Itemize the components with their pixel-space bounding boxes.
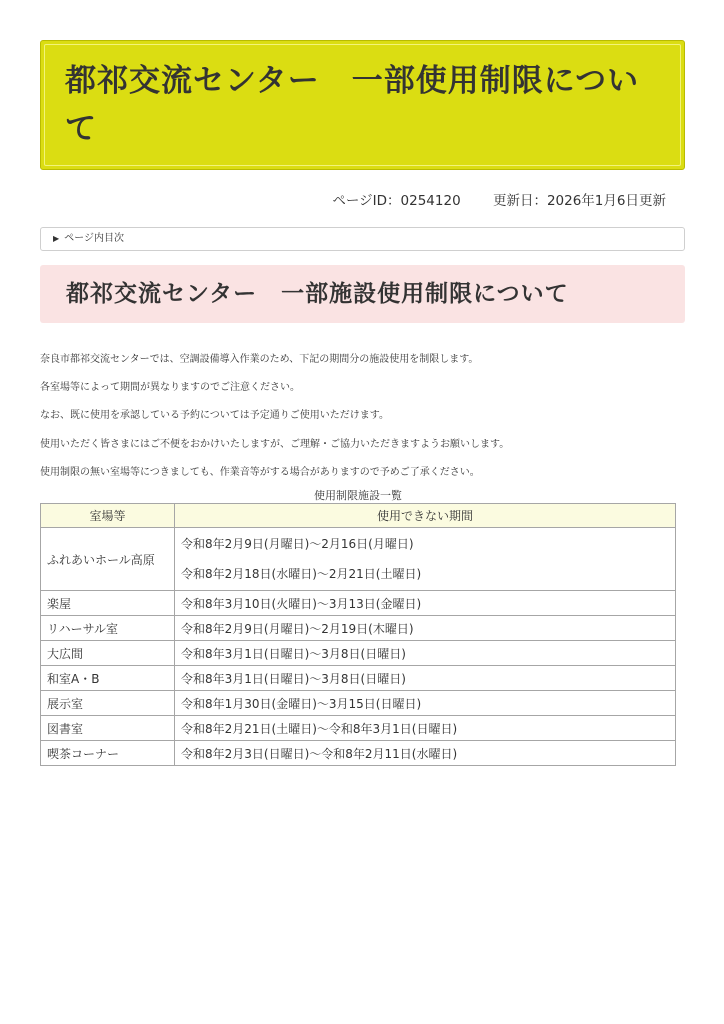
period-cell: 令和8年3月1日(日曜日)～3月8日(日曜日) bbox=[175, 641, 676, 666]
table-row bbox=[41, 528, 676, 591]
table-row bbox=[41, 666, 676, 691]
place-cell: 和室A・B bbox=[41, 666, 175, 691]
period-cell bbox=[175, 528, 676, 591]
paragraph: 各室場等によって期間が異なりますのでご注意ください。 bbox=[40, 382, 300, 393]
updated-date: 更新日：2026年1月6日更新 bbox=[492, 193, 666, 209]
page-meta bbox=[304, 189, 666, 209]
place-cell: ふれあいホール高原 bbox=[41, 528, 175, 591]
triangle-right-icon: ▶ bbox=[53, 234, 60, 243]
paragraph: 使用いただく皆さまにはご不便をおかけいたしますが、ご理解・ご協力いただきますようお願いします。 bbox=[40, 439, 510, 450]
period-line: 令和8年2月18日(水曜日)～2月21日(土曜日) bbox=[181, 567, 422, 581]
table-header-row bbox=[41, 504, 676, 528]
place-cell: 図書室 bbox=[41, 716, 175, 741]
paragraph: なお、既に使用を承認している予約については予定通りご使用いただけます。 bbox=[40, 410, 389, 421]
section-heading-box bbox=[40, 265, 685, 323]
restriction-table bbox=[40, 503, 676, 766]
period-cell: 令和8年2月3日(日曜日)～令和8年2月11日(水曜日) bbox=[175, 741, 676, 766]
period-cell: 令和8年3月1日(日曜日)～3月8日(日曜日) bbox=[175, 666, 676, 691]
page-toc-toggle[interactable] bbox=[40, 227, 685, 251]
toc-label: ページ内目次 bbox=[64, 233, 124, 244]
table-caption: 使用制限施設一覧 bbox=[314, 489, 402, 502]
column-header-place: 室場等 bbox=[41, 504, 175, 528]
page-title-banner bbox=[40, 40, 685, 170]
page-id: ページID：0254120 bbox=[332, 193, 461, 209]
paragraph: 奈良市都祁交流センターでは、空調設備導入作業のため、下記の期間分の施設使用を制限します。 bbox=[40, 354, 479, 365]
place-cell: 喫茶コーナー bbox=[41, 741, 175, 766]
table-row bbox=[41, 741, 676, 766]
table-row bbox=[41, 591, 676, 616]
place-cell: 楽屋 bbox=[41, 591, 175, 616]
section-heading: 都祁交流センター 一部施設使用制限について bbox=[66, 281, 569, 307]
table-row bbox=[41, 716, 676, 741]
place-cell: 大広間 bbox=[41, 641, 175, 666]
period-cell: 令和8年1月30日(金曜日)～3月15日(日曜日) bbox=[175, 691, 676, 716]
period-line: 令和8年2月9日(月曜日)～2月16日(月曜日) bbox=[181, 537, 414, 551]
page-title: 都祁交流センター 一部使用制限について bbox=[65, 63, 640, 147]
period-cell: 令和8年3月10日(火曜日)～3月13日(金曜日) bbox=[175, 591, 676, 616]
column-header-period: 使用できない期間 bbox=[175, 504, 676, 528]
period-cell: 令和8年2月9日(月曜日)～2月19日(木曜日) bbox=[175, 616, 676, 641]
table-row bbox=[41, 616, 676, 641]
table-row bbox=[41, 641, 676, 666]
place-cell: リハーサル室 bbox=[41, 616, 175, 641]
place-cell: 展示室 bbox=[41, 691, 175, 716]
period-cell: 令和8年2月21日(土曜日)～令和8年3月1日(日曜日) bbox=[175, 716, 676, 741]
paragraph: 使用制限の無い室場等につきましても、作業音等がする場合がありますので予めご了承ください。 bbox=[40, 467, 480, 478]
table-row bbox=[41, 691, 676, 716]
